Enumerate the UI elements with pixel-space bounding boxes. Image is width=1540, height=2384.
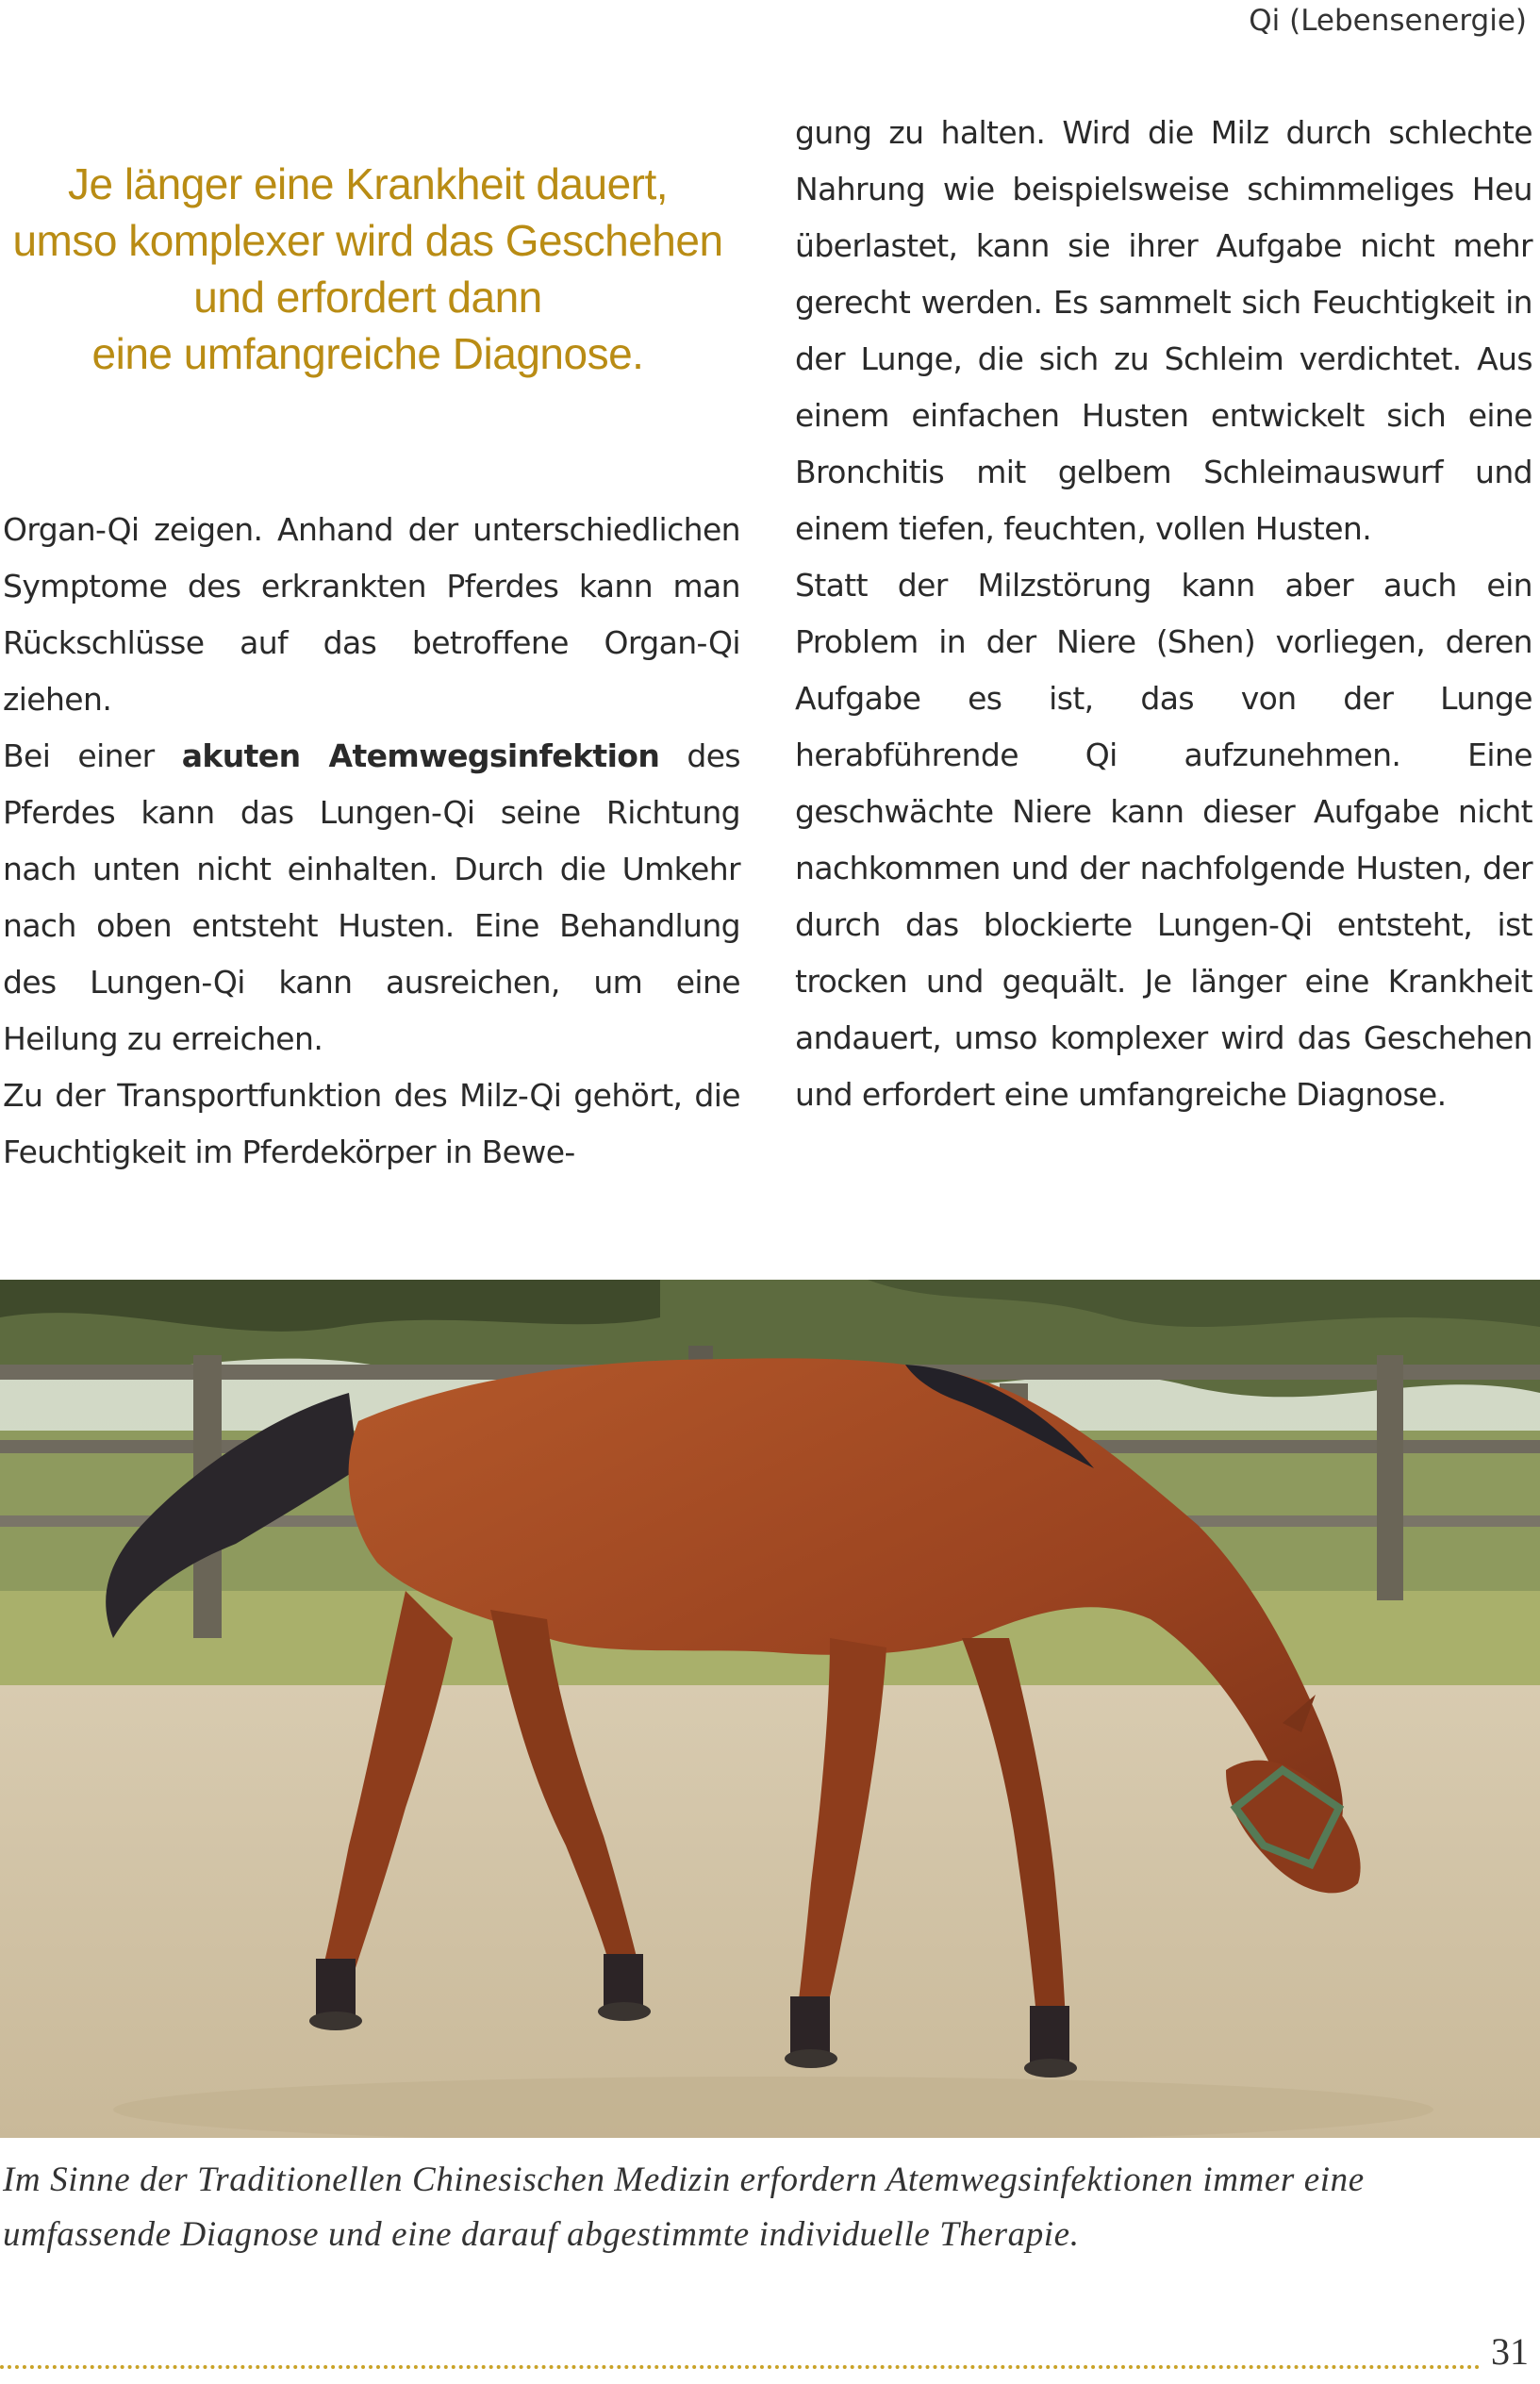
caption-line: umfassende Diagnose und eine darauf abgestimmte individuelle Therapie.: [3, 2215, 1080, 2254]
horse-photo: [0, 1280, 1540, 2138]
bold-term: akuten Atemwegsinfektion: [181, 737, 660, 774]
caption-line: Im Sinne der Traditionellen Chinesischen Medizin erfordern Atemwegsinfektionen immer eine: [3, 2160, 1365, 2199]
paragraph: Organ-Qi zeigen. Anhand der unterschiedlichen Symptome des erkrankten Pferdes kann man Rückschlüsse auf das betroffene Organ-Qi ziehen.: [3, 511, 740, 718]
pull-quote-line: eine umfangreiche Diagnose.: [91, 329, 644, 378]
pull-quote: [9, 156, 726, 382]
left-text-column: [3, 502, 740, 1181]
paragraph-text: Bei einer: [3, 737, 182, 774]
right-text-column: [795, 105, 1532, 1123]
paragraph: Statt der Milzstörung kann aber auch ein Problem in der Niere (Shen) vorliegen, deren Aufgabe es ist, das von der Lunge herabführende Qi aufzunehmen. Eine geschwächte Niere kann dieser Aufgabe nicht nachkommen und der nachfolgende Husten, der durch das blockierte Lungen-Qi entsteht, ist trocken und gequält. Je länger eine Krankheit andauert, umso komplexer wird das Geschehen und erfordert eine umfangreiche Diagnose.: [795, 567, 1532, 1113]
pull-quote-line: umso komplexer wird das Geschehen: [12, 216, 723, 265]
paragraph: [3, 728, 740, 1068]
horse-photo-illustration: [0, 1280, 1540, 2138]
footer-dotted-rule: [0, 2365, 1481, 2369]
running-head: Qi (Lebensenergie): [1249, 4, 1527, 38]
paragraph-text: des Pferdes kann das Lungen-Qi seine Richtung nach unten nicht einhalten. Durch die Umkehr nach oben entsteht Husten. Eine Behandlung des Lungen-Qi kann ausreichen, um eine Heilung zu erreichen.: [3, 737, 740, 1057]
page-number: 31: [1491, 2330, 1529, 2373]
paragraph: Zu der Transportfunktion des Milz-Qi gehört, die Feuchtigkeit im Pferdekörper in Bewe-: [3, 1077, 740, 1170]
paragraph: gung zu halten. Wird die Milz durch schlechte Nahrung wie beispielsweise schimmeliges Heu überlastet, kann sie ihrer Aufgabe nicht mehr gerecht werden. Es sammelt sich Feuchtigkeit in der Lunge, die sich zu Schleim verdichtet. Aus einem einfachen Husten entwickelt sich eine Bronchitis mit gelbem Schleimauswurf und einem tiefen, feuchten, vollen Husten.: [795, 114, 1532, 547]
pull-quote-line: und erfordert dann: [193, 273, 542, 322]
photo-caption: [3, 2153, 1535, 2262]
pull-quote-line: Je länger eine Krankheit dauert,: [67, 159, 669, 208]
